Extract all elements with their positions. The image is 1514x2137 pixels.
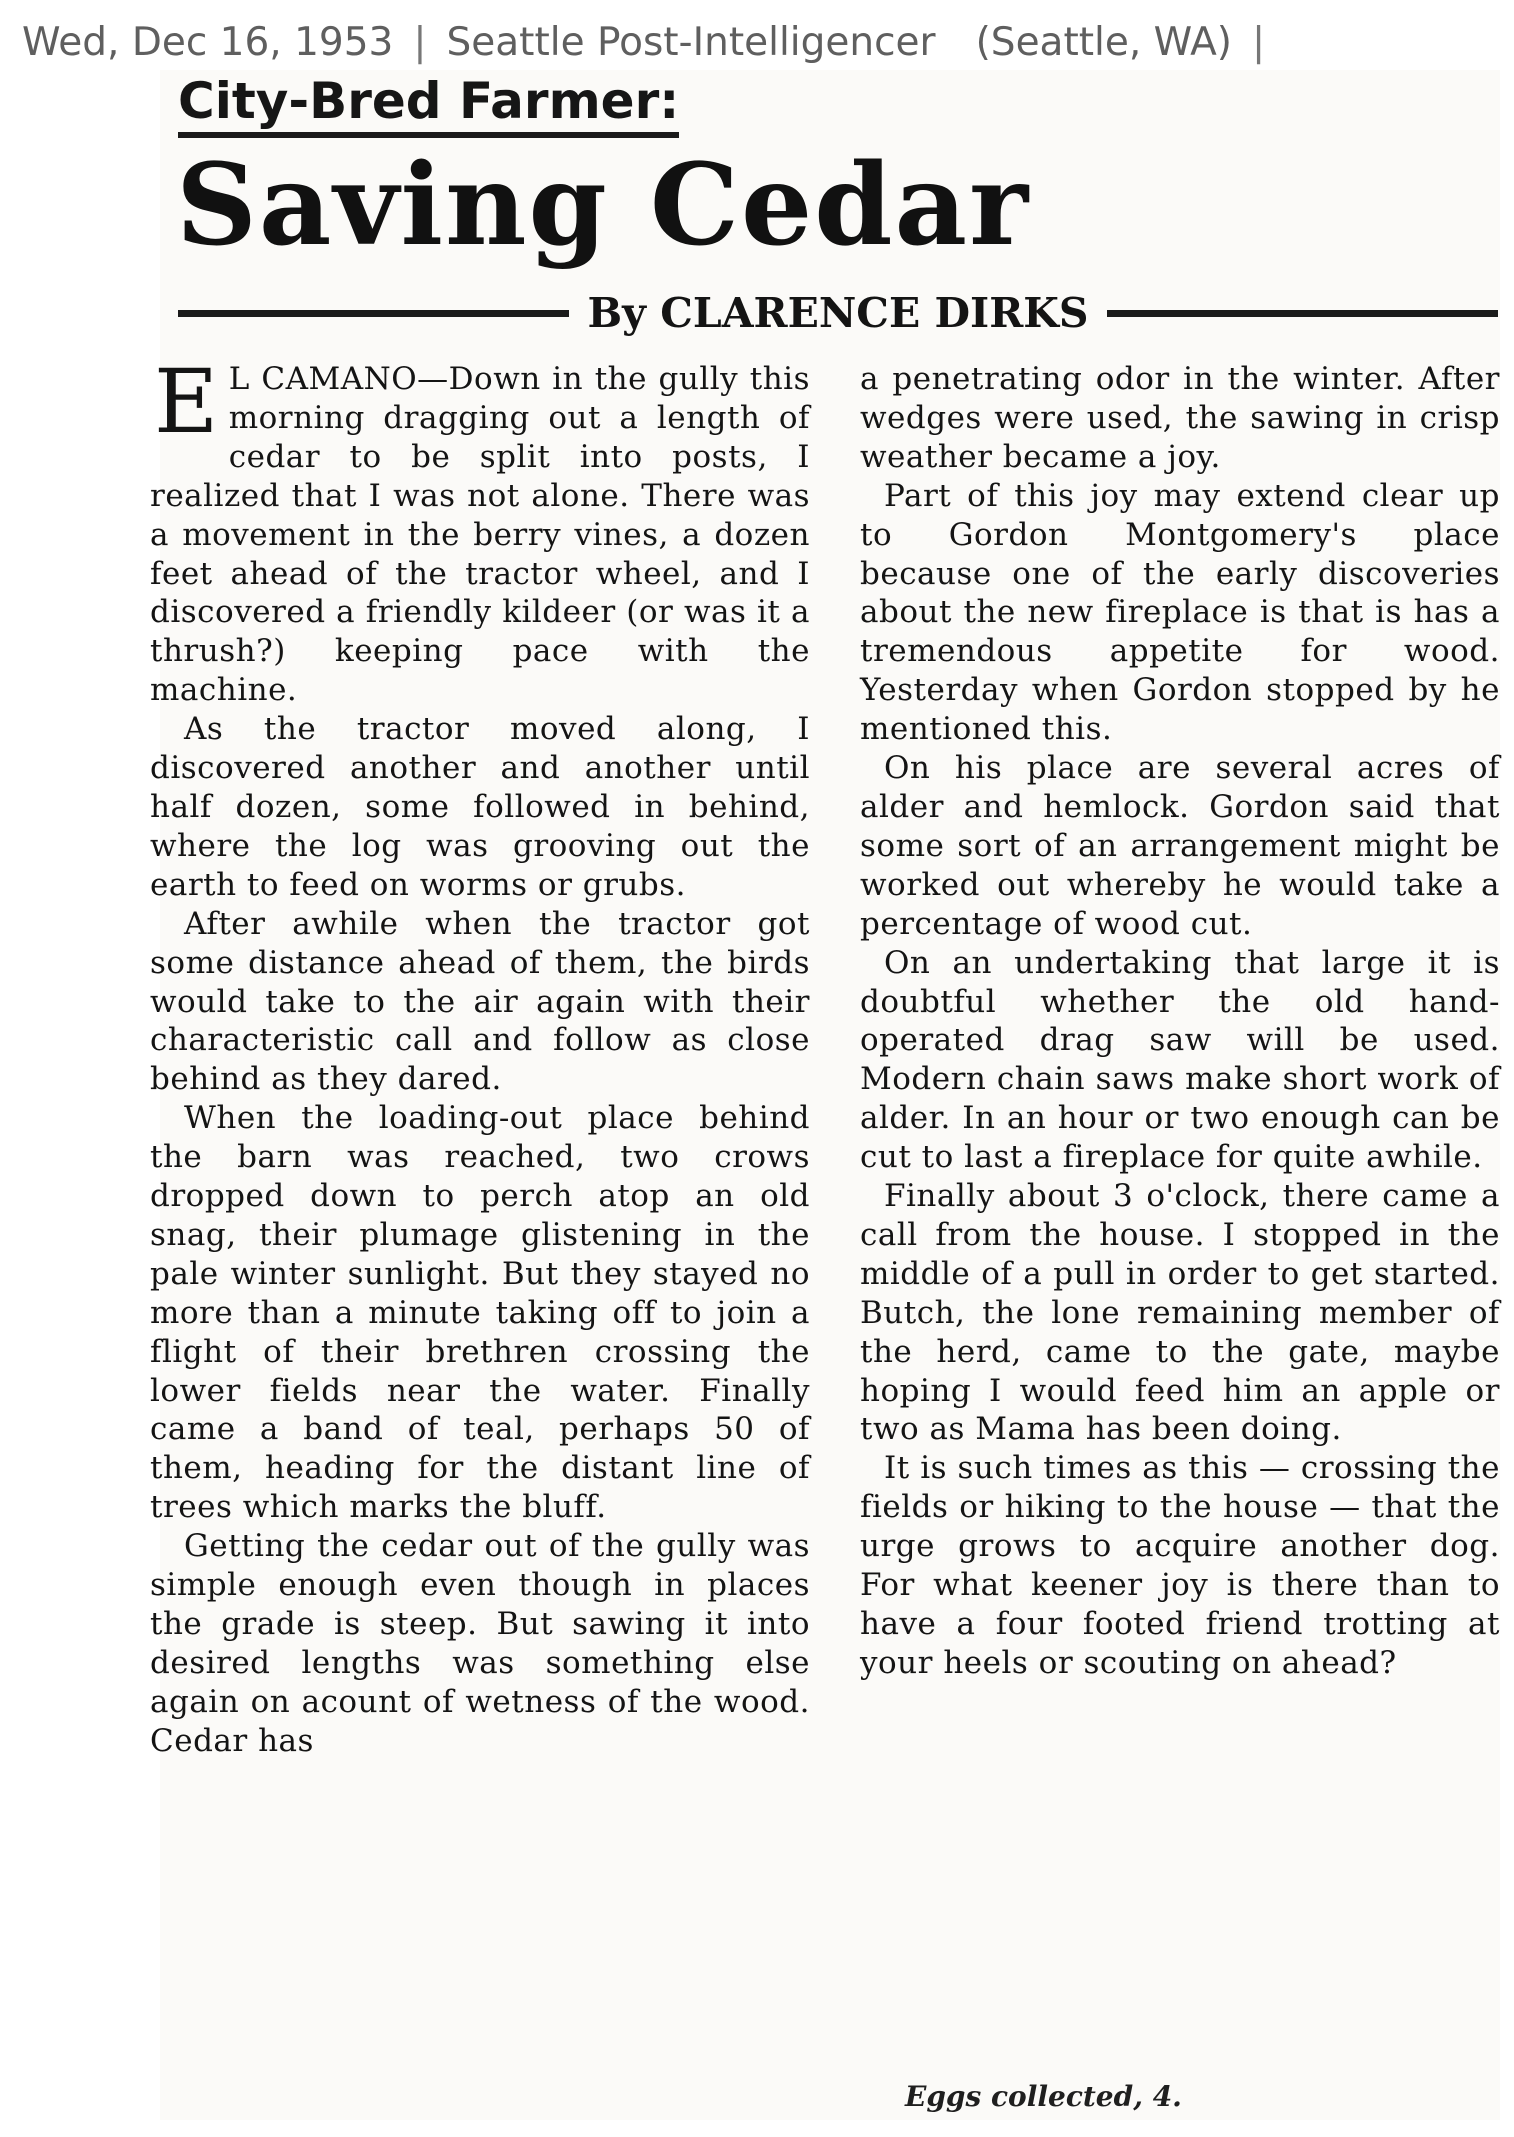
article-byline: By CLARENCE DIRKS — [587, 289, 1089, 337]
article-paragraph: On an undertaking that large it is doubtful whether the old hand-operated drag saw will be used. Modern chain saws make short work of alder. In an hour or two enough can be cut to last a fireplace for quite awhile. — [860, 944, 1500, 1176]
masthead-date: Wed, Dec 16, 1953 — [22, 20, 394, 65]
byline-rule-right — [1107, 310, 1498, 317]
byline-row — [178, 288, 1498, 338]
masthead-trailing-separator: | — [1252, 20, 1266, 65]
masthead-publication: Seattle Post-Intelligencer — [446, 20, 936, 65]
article-kicker: City-Bred Farmer: — [178, 72, 679, 138]
masthead-separator: | — [413, 20, 427, 65]
article-paragraph: After awhile when the tractor got some distance ahead of them, the birds would take to the air again with their characteristic call and follow as close behind as they dared. — [150, 905, 810, 1098]
article-paragraph: On his place are several acres of alder and hemlock. Gordon said that some sort of an arrangement might be worked out whereby he would take a percentage of wood cut. — [860, 750, 1500, 942]
masthead — [22, 20, 1502, 65]
article-paragraph: a penetrating odor in the winter. After wedges were used, the sawing in crisp weather became a joy. — [860, 361, 1500, 475]
article-column-right — [860, 360, 1500, 1683]
article-paragraph: Getting the cedar out of the gully was simple enough even though in places the grade is steep. But sawing it into desired lengths was something else again on acount of wetness of the wood. Cedar has — [150, 1528, 810, 1759]
article-paragraph: As the tractor moved along, I discovered another and another until half dozen, some followed in behind, where the log was grooving out the earth to feed on worms or grubs. — [150, 711, 810, 903]
article-paragraph — [150, 350, 810, 710]
masthead-location: (Seattle, WA) — [975, 20, 1232, 65]
article-column-left — [150, 350, 810, 1761]
article-paragraph: Part of this joy may extend clear up to Gordon Montgomery's place because one of the early discoveries about the new fireplace is that is has a tremendous appetite for wood. Yesterday when Gordon stopped by he mentioned this. — [860, 477, 1500, 748]
article-paragraph: Finally about 3 o'clock, there came a call from the house. I stopped in the middle of a pull in order to get started. Butch, the lone remaining member of the herd, came to the gate, maybe hoping I would feed him an apple or two as Mama has been doing. — [860, 1178, 1500, 1448]
article-headline: Saving Cedar — [176, 140, 1031, 271]
article-paragraph: When the loading-out place behind the barn was reached, two crows dropped down to perch atop an old snag, their plumage glistening in the pale winter sunlight. But they stayed no more than a minute taking off to join a flight of their brethren crossing the lower fields near the water. Finally came a band of teal, perhaps 50 of them, heading for the distant line of trees which marks the bluff. — [150, 1100, 810, 1526]
article-footer-note: Eggs collected, 4. — [905, 2080, 1182, 2113]
paragraph-text: L CAMANO—Down in the gully this morning dragging out a length of cedar to be split into posts, I realized that I was not alone. There was a movement in the berry vines, a dozen feet ahead of the tractor wheel, and I discovered a friendly kildeer (or was it a thrush?) keeping pace with the machine. — [150, 361, 810, 709]
drop-cap: E — [154, 350, 219, 453]
article-paragraph: It is such times as this — crossing the fields or hiking to the house — that the urge grows to acquire another dog. For what keener joy is there than to have a four footed friend trotting at your heels or scouting on ahead? — [860, 1450, 1500, 1681]
byline-rule-left — [178, 310, 569, 317]
